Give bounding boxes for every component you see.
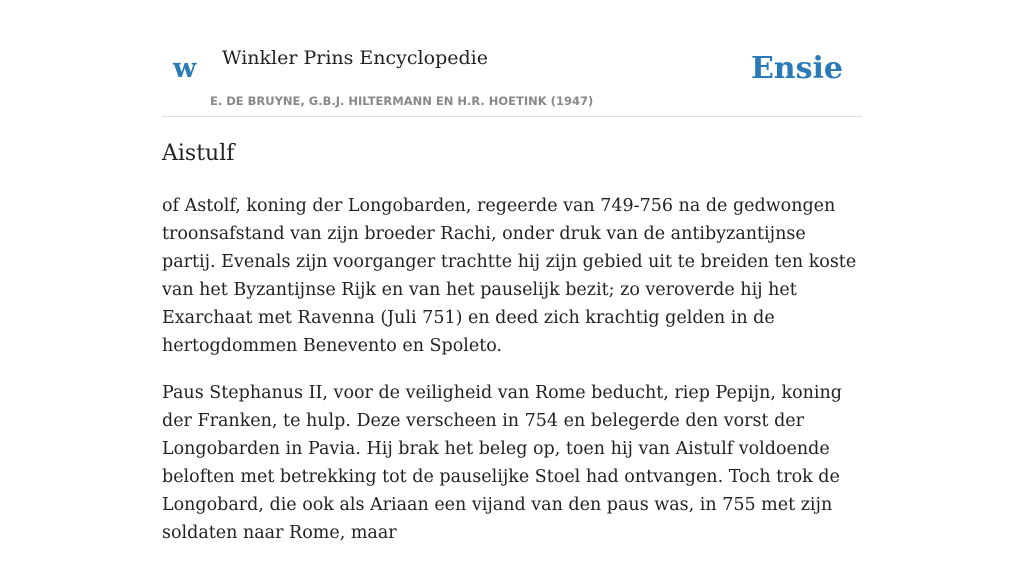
site-header [162, 0, 862, 117]
entry-paragraph: of Astolf, koning der Longobarden, regeerde van 749-756 na de gedwongen troonsafstand van zijn broeder Rachi, onder druk van de antibyzantijnse partij. Evenals zijn voorganger trachtte hij zijn gebied uit te breiden ten koste van het Byzantijnse Rijk en van het pauselijk bezit; zo veroverde hij het Exarchaat met Ravenna (Juli 751) en deed zich krachtig gelden in de hertogdommen Benevento en Spoleto. [162, 196, 857, 356]
publication-authors: E. DE BRUYNE, G.B.J. HILTERMANN EN H.R. HOETINK (1947) [210, 94, 594, 108]
page-container [162, 0, 862, 543]
entry-paragraph: Paus Stephanus II, voor de veiligheid van Rome beducht, riep Pepijn, koning der Franken, te hulp. Deze verscheen in 754 en belegerde den vorst der Longobarden in Pavia. Hij brak het beleg op, toen hij van Aistulf voldoende beloften met betrekking tot de pauselijke Stoel had ontvangen. Toch trok de Longobard, die ook als Ariaan een vijand van den paus was, in 755 met zijn soldaten naar Rome, maar [162, 383, 842, 543]
entry-title: Aistulf [162, 141, 235, 166]
ensie-logo[interactable]: Ensie [750, 51, 843, 86]
publication-title[interactable]: Winkler Prins Encyclopedie [222, 47, 488, 69]
entry-body [162, 192, 862, 566]
publication-logo[interactable]: w [173, 53, 197, 84]
